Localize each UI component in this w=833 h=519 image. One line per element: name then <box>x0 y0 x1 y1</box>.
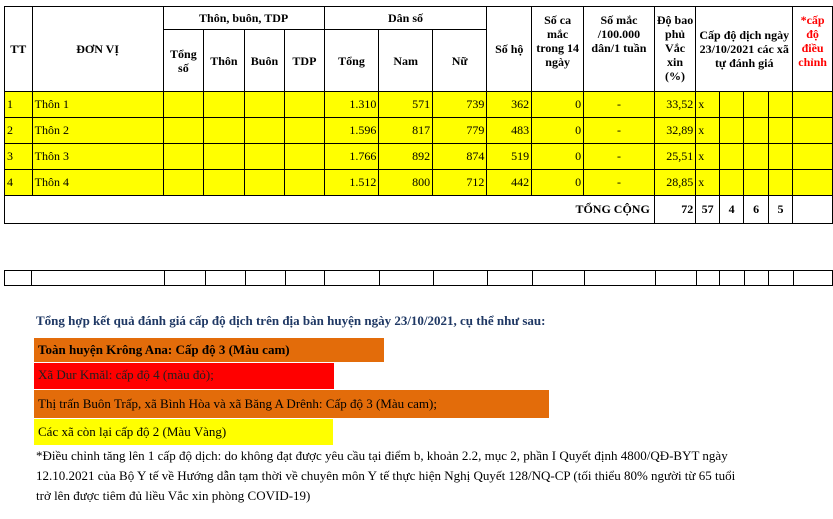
cell-tong: 1.596 <box>324 118 379 144</box>
header-cap-do: Cấp độ dịch ngày 23/10/2021 các xã tự đánh giá <box>696 7 793 92</box>
header-so-mac: Số mắc /100.000 dân/1 tuần <box>584 7 655 92</box>
cell-nu: 739 <box>433 92 487 118</box>
cell-nam: 571 <box>379 92 433 118</box>
header-thon: Thôn <box>204 30 245 92</box>
cell-so-ho: 362 <box>487 92 532 118</box>
header-cap-dieu-chinh: *cấp độ điều chỉnh <box>793 7 833 92</box>
cell-bao-phu: 33,52 <box>654 92 695 118</box>
cell-bao-phu: 25,51 <box>654 144 695 170</box>
total-level-2: 4 <box>719 196 743 224</box>
table-row <box>5 92 833 118</box>
header-do-bao-phu: Độ bao phủ Vắc xin (%) <box>654 7 695 92</box>
level-band-red: Xã Dur Kmăl: cấp độ 4 (màu đỏ); <box>34 363 334 389</box>
header-buon: Buôn <box>244 30 285 92</box>
cell-x: x <box>696 118 720 144</box>
cell-so-mac: - <box>584 118 655 144</box>
cell-so-ca: 0 <box>532 170 584 196</box>
data-table <box>4 6 833 224</box>
cell-nam: 800 <box>379 170 433 196</box>
header-so-ho: Số hộ <box>487 7 532 92</box>
cell-tt: 3 <box>5 144 33 170</box>
table-row <box>5 144 833 170</box>
cell-so-mac: - <box>584 92 655 118</box>
cell-nam: 817 <box>379 118 433 144</box>
cell-nam: 892 <box>379 144 433 170</box>
cell-don-vi: Thôn 2 <box>32 118 163 144</box>
cell-so-ho: 483 <box>487 118 532 144</box>
header-don-vi: ĐƠN VỊ <box>32 7 163 92</box>
cell-tong: 1.310 <box>324 92 379 118</box>
level-band-district: Toàn huyện Krông Ana: Cấp độ 3 (Màu cam) <box>34 338 384 362</box>
cell-nu: 779 <box>433 118 487 144</box>
level-band-yellow: Các xã còn lại cấp độ 2 (Màu Vàng) <box>34 419 333 445</box>
header-tt: TT <box>5 7 33 92</box>
empty-grid-strip <box>4 270 833 286</box>
total-label: TỔNG CỘNG <box>5 196 655 224</box>
header-tdp: TDP <box>285 30 324 92</box>
cell-nu: 712 <box>433 170 487 196</box>
header-nu: Nữ <box>433 30 487 92</box>
cell-don-vi: Thôn 3 <box>32 144 163 170</box>
header-tong: Tổng <box>324 30 379 92</box>
header-dan-so-group: Dân số <box>324 7 487 30</box>
total-level-1: 57 <box>696 196 720 224</box>
cell-so-ca: 0 <box>532 144 584 170</box>
cell-don-vi: Thôn 1 <box>32 92 163 118</box>
cell-so-mac: - <box>584 170 655 196</box>
cell-x: x <box>696 144 720 170</box>
total-level-3: 6 <box>744 196 768 224</box>
cell-tong: 1.512 <box>324 170 379 196</box>
cell-x: x <box>696 92 720 118</box>
cell-so-ho: 519 <box>487 144 532 170</box>
header-thon-group: Thôn, buôn, TDP <box>163 7 324 30</box>
table-row <box>5 170 833 196</box>
total-level-4: 5 <box>768 196 792 224</box>
cell-tt: 1 <box>5 92 33 118</box>
header-tong-so: Tổng số <box>163 30 204 92</box>
cell-so-ho: 442 <box>487 170 532 196</box>
level-band-orange: Thị trấn Buôn Trấp, xã Bình Hòa và xã Băng A Drênh: Cấp độ 3 (Màu cam); <box>34 390 549 418</box>
cell-so-mac: - <box>584 144 655 170</box>
cell-bao-phu: 32,89 <box>654 118 695 144</box>
cell-tong: 1.766 <box>324 144 379 170</box>
total-bao-phu: 72 <box>654 196 695 224</box>
summary-title: Tổng hợp kết quả đánh giá cấp độ dịch trên địa bàn huyện ngày 23/10/2021, cụ thể như sau: <box>36 313 546 328</box>
cell-nu: 874 <box>433 144 487 170</box>
table-row <box>5 118 833 144</box>
cell-x: x <box>696 170 720 196</box>
cell-so-ca: 0 <box>532 92 584 118</box>
cell-tt: 4 <box>5 170 33 196</box>
cell-so-ca: 0 <box>532 118 584 144</box>
cell-tt: 2 <box>5 118 33 144</box>
header-nam: Nam <box>379 30 433 92</box>
cell-don-vi: Thôn 4 <box>32 170 163 196</box>
adjustment-note: *Điều chỉnh tăng lên 1 cấp độ dịch: do không đạt được yêu cầu tại điểm b, khoản 2.2, mục 2, phần I Quyết định 4800/QĐ-BYT ngày 12.10.2021 của Bộ Y tế về Hướng dẫn tạm thời về chuyên môn Y tế thực hiện Nghị Quyết 128/NQ-CP (tối thiểu 80% người từ 65 tuổi trở lên được tiêm đủ liều Vắc xin phòng COVID-19) <box>36 448 736 503</box>
cell-bao-phu: 28,85 <box>654 170 695 196</box>
total-row <box>5 196 833 224</box>
header-so-ca-mac: Số ca mắc trong 14 ngày <box>532 7 584 92</box>
